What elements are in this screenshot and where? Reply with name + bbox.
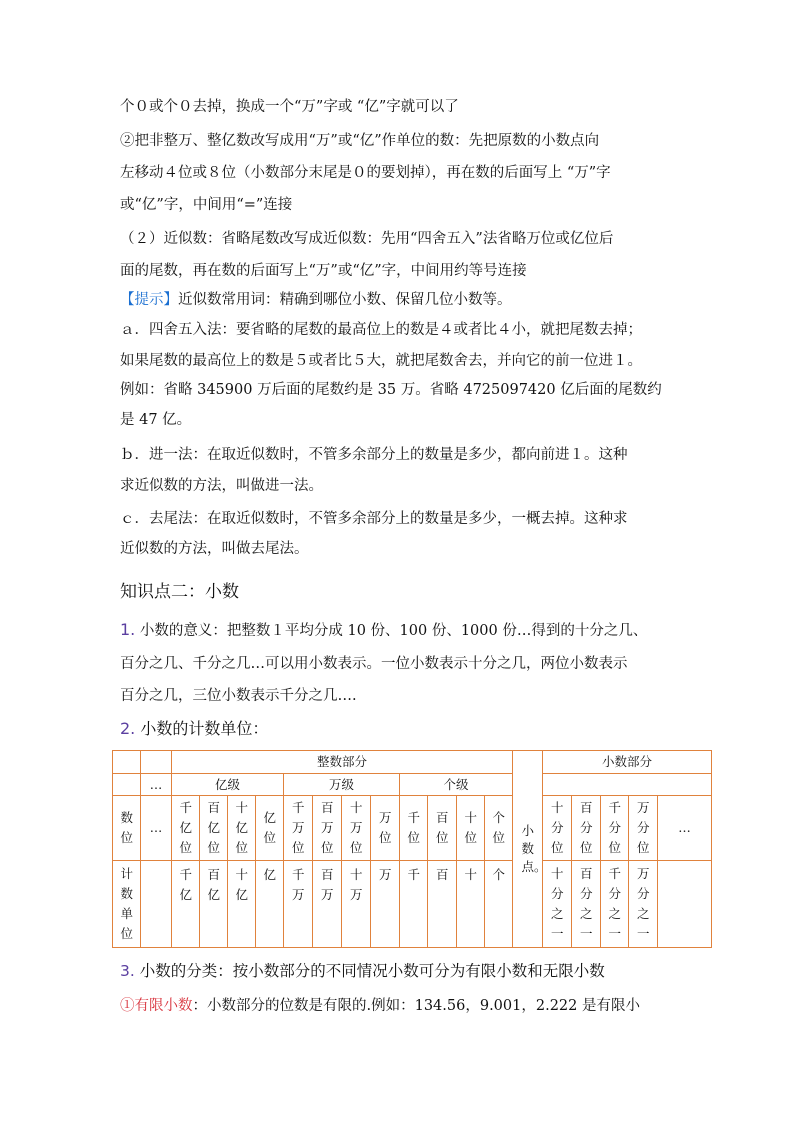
- text-line: 近似数的方法，叫做去尾法。: [120, 541, 309, 557]
- item-number: 1.: [120, 620, 136, 639]
- decimal-point-cell: 小数点。: [513, 751, 543, 948]
- text-line: 左移动４位或８位（小数部分末尾是０的要划掉），再在数的后面写上 “万”字: [120, 165, 611, 181]
- text-line: 求近似数的方法，叫做进一法。: [120, 478, 323, 494]
- text-line: ｃ．去尾法：在取近似数时，不管多余部分上的数量是多少，一概去掉。这种求: [120, 511, 628, 527]
- section-title: 知识点二：小数: [120, 582, 239, 602]
- item-1: [120, 620, 647, 641]
- unit-cell: 千亿: [172, 861, 200, 948]
- place-cell: 千万位: [284, 796, 313, 861]
- ge-level-header: 个级: [400, 774, 513, 796]
- place-cell: 万位: [371, 796, 400, 861]
- shuwei-label: 数位: [113, 796, 141, 861]
- item-text: ：小数部分的位数是有限的.例如：134.56，9.001，2.222 是有限小: [192, 998, 640, 1014]
- text-line: 是 47 亿。: [120, 412, 192, 428]
- decimal-place-cell: 十分位: [543, 796, 572, 861]
- text-line: （２）近似数：省略尾数改写成近似数：先用“四舍五入”法省略万位或亿位后: [120, 231, 614, 247]
- blank-cell: [658, 861, 712, 948]
- decimal-place-cell: 百分位: [572, 796, 601, 861]
- ellipsis-cell: …: [141, 774, 172, 796]
- text-line: 百分之几，三位小数表示千分之几….: [120, 688, 357, 704]
- ellipsis-cell: …: [658, 796, 712, 861]
- finite-decimal-title: ①有限小数: [120, 998, 193, 1014]
- decimal-unit-cell: 千分之一: [601, 861, 629, 948]
- place-cell: 亿位: [256, 796, 284, 861]
- decimal-part-header: 小数部分: [543, 751, 712, 774]
- text-line: ａ．四舍五入法：要省略的尾数的最高位上的数是４或者比４小，就把尾数去掉；: [120, 322, 642, 338]
- tip-line: [120, 290, 512, 310]
- unit-cell: 个: [485, 861, 513, 948]
- unit-cell: 百: [428, 861, 457, 948]
- item-text: 按小数部分的不同情况小数可分为有限小数和无限小数: [232, 962, 605, 980]
- unit-cell: 十: [457, 861, 485, 948]
- blank-cell: [141, 751, 172, 774]
- yi-level-header: 亿级: [172, 774, 284, 796]
- ellipsis-cell: …: [141, 796, 172, 861]
- place-cell: 十位: [457, 796, 485, 861]
- integer-part-header: 整数部分: [172, 751, 513, 774]
- decimal-unit-cell: 百分之一: [572, 861, 601, 948]
- place-cell: 千亿位: [172, 796, 200, 861]
- unit-cell: 百万: [313, 861, 342, 948]
- item-title: 小数的意义：: [139, 623, 227, 639]
- unit-cell: 亿: [256, 861, 284, 948]
- item-title: 小数的分类：: [139, 962, 233, 980]
- decimal-unit-cell: 万分之一: [629, 861, 658, 948]
- unit-cell: 百亿: [200, 861, 228, 948]
- text-line: 或“亿”字，中间用“=”连接: [120, 197, 293, 213]
- place-cell: 百亿位: [200, 796, 228, 861]
- tip-label: 【提示】: [120, 292, 178, 308]
- unit-cell: 万: [371, 861, 400, 948]
- unit-cell: 十万: [342, 861, 371, 948]
- place-cell: 百万位: [313, 796, 342, 861]
- place-cell: 十亿位: [228, 796, 256, 861]
- blank-cell: [113, 751, 141, 774]
- blank-cell: [113, 774, 141, 796]
- item-text: 把整数１平均分成 10 份、100 份、1000 份…得到的十分之几、: [226, 623, 648, 639]
- text-line: 例如：省略 345900 万后面的尾数约是 35 万。省略 4725097420 亿后面的尾数约: [120, 382, 662, 398]
- decimal-place-value-table: [112, 750, 712, 948]
- text-line: 百分之几、千分之几…可以用小数表示。一位小数表示十分之几，两位小数表示: [120, 656, 628, 672]
- unit-cell: 十亿: [228, 861, 256, 948]
- blank-cell: [543, 774, 712, 796]
- text-line: ｂ．进一法：在取近似数时，不管多余部分上的数量是多少，都向前进１。这种: [120, 447, 628, 463]
- item-3: [120, 961, 605, 981]
- place-cell: 个位: [485, 796, 513, 861]
- place-cell: 千位: [400, 796, 428, 861]
- text-line: 如果尾数的最高位上的数是５或者比５大，就把尾数舍去，并向它的前一位进１。: [120, 353, 642, 369]
- wan-level-header: 万级: [284, 774, 400, 796]
- decimal-unit-cell: 十分之一: [543, 861, 572, 948]
- item-number: 3.: [120, 962, 135, 980]
- text-line: ②把非整万、整亿数改写成用“万”或“亿”作单位的数：先把原数的小数点向: [120, 133, 600, 149]
- text-line: 个０或个０去掉，换成一个“万”字或 “亿”字就可以了: [120, 99, 459, 115]
- item-number: 2.: [120, 719, 136, 738]
- place-cell: 十万位: [342, 796, 371, 861]
- item-3-1: [120, 996, 640, 1016]
- unit-label: 计数单位: [113, 861, 141, 948]
- place-cell: 百位: [428, 796, 457, 861]
- item-title: 小数的计数单位：: [140, 719, 269, 738]
- decimal-place-cell: 千分位: [601, 796, 629, 861]
- blank-cell: [141, 861, 172, 948]
- decimal-place-cell: 万分位: [629, 796, 658, 861]
- item-2: [120, 719, 268, 739]
- tip-text: 近似数常用词：精确到哪位小数、保留几位小数等。: [178, 292, 512, 308]
- unit-cell: 千: [400, 861, 428, 948]
- text-line: 面的尾数，再在数的后面写上“万”或“亿”字，中间用约等号连接: [120, 263, 527, 279]
- unit-cell: 千万: [284, 861, 313, 948]
